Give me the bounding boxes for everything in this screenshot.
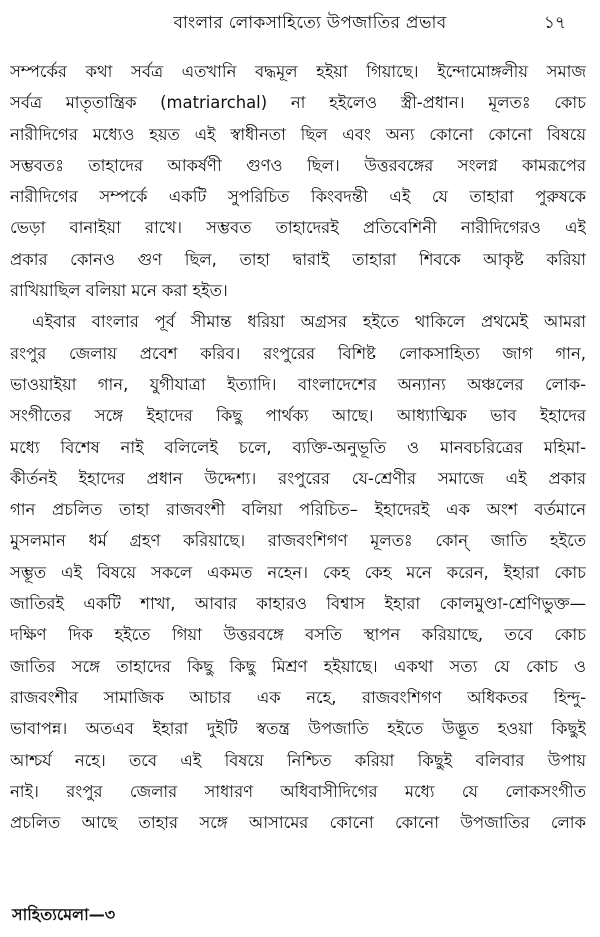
text-line: প্রকার কোনও গুণ ছিল, তাহা দ্বারাই তাহারা শিবকে আকৃষ্ট করিয়া xyxy=(10,249,586,269)
text-line: সম্ভূত এই বিষয়ে সকলে একমত নহেন। কেহ কেহ মনে করেন, ইহারা কোচ xyxy=(10,562,586,582)
paragraph-1 xyxy=(10,56,586,306)
text-line: রংপুর জেলায় প্রবেশ করিব। রংপুরের বিশিষ্ট লোকসাহিত্য জাগ গান, xyxy=(10,343,586,363)
footer-signature: সাহিত্যমেলা—৩ xyxy=(12,905,116,924)
text-line: গান প্রচলিত তাহা রাজবংশী বলিয়া পরিচিত– ইহাদেরই এক অংশ বর্তমানে xyxy=(10,500,586,520)
text-line: জাতির সঙ্গে তাহাদের কিছু কিছু মিশ্রণ হইয়াছে। একথা সত্য যে কোচ ও xyxy=(10,656,586,676)
text-line: ভাওয়াইয়া গান, যুগীযাত্রা ইত্যাদি। বাংলাদেশের অন্যান্য অঞ্চলের লোক- xyxy=(10,374,586,394)
text-line: সর্বত্র মাতৃতান্ত্রিক (matriarchal) না হইলেও স্ত্রী-প্রধান। মূলতঃ কোচ xyxy=(10,93,586,113)
text-line: এইবার বাংলার পূর্ব সীমান্ত ধরিয়া অগ্রসর হইতে থাকিলে প্রথমেই আমরা xyxy=(32,312,586,332)
paragraph-2 xyxy=(10,306,586,838)
page-number: ১৭ xyxy=(543,13,566,33)
text-line: মধ্যে বিশেষ নাই বলিলেই চলে, ব্যক্তি-অনুভূতি ও মানবচরিত্রের মহিমা- xyxy=(10,437,586,457)
text-line: রাজবংশীর সামাজিক আচার এক নহে, রাজবংশিগণ অধিকতর হিন্দু- xyxy=(10,687,586,707)
text-line: সম্পর্কের কথা সর্বত্র এতখানি বদ্ধমূল হইয়া গিয়াছে। ইন্দোমোঙ্গলীয় সমাজ xyxy=(10,62,586,81)
body-text xyxy=(10,56,586,838)
text-line: সম্ভবতঃ তাহাদের আকর্ষণী গুণও ছিল। উত্তরবঙ্গের সংলগ্ন কামরূপের xyxy=(10,155,586,175)
text-line: প্রচলিত আছে তাহার সঙ্গে আসামের কোনো কোনো উপজাতির লোক xyxy=(10,813,586,833)
text-line: সংগীতের সঙ্গে ইহাদের কিছু পার্থক্য আছে। আধ্যাত্মিক ভাব ইহাদের xyxy=(10,406,586,426)
text-line: দক্ষিণ দিক হইতে গিয়া উত্তরবঙ্গে বসতি স্থাপন করিয়াছে, তবে কোচ xyxy=(10,625,586,645)
text-line: নারীদিগের মধ্যেও হয়ত এই স্বাধীনতা ছিল এবং অন্য কোনো কোনো বিষয়ে xyxy=(10,124,586,144)
text-line: ভাবাপন্ন। অতএব ইহারা দুইটি স্বতন্ত্র উপজাতি হইতে উদ্ভূত হওয়া কিছুই xyxy=(10,719,586,739)
text-line: জাতিরই একটি শাখা, আবার কাহারও বিশ্বাস ইহারা কোলমুণ্ডা-শ্রেণিভুক্ত— xyxy=(10,594,586,614)
text-line: নাই। রংপুর জেলার সাধারণ অধিবাসীদিগের মধ্যে যে লোকসংগীত xyxy=(10,781,586,801)
text-line: মুসলমান ধর্ম গ্রহণ করিয়াছে। রাজবংশিগণ মূলতঃ কোন্ জাতি হইতে xyxy=(10,531,586,551)
text-line: আশ্চর্য নহে। তবে এই বিষয়ে নিশ্চিত করিয়া কিছুই বলিবার উপায় xyxy=(10,750,586,770)
text-line: নারীদিগের সম্পর্কে একটি সুপরিচিত কিংবদন্তী এই যে তাহারা পুরুষকে xyxy=(10,187,586,207)
running-title: বাংলার লোকসাহিত্যে উপজাতির প্রভাব xyxy=(173,13,447,33)
text-line: রাখিয়াছিল বলিয়া মনে করা হইত। xyxy=(10,281,228,301)
running-head xyxy=(0,6,600,40)
text-line: ভেড়া বানাইয়া রাখে। সম্ভবত তাহাদেরই প্রতিবেশিনী নারীদিগেরও এই xyxy=(10,218,586,238)
text-line: কীর্তনই ইহাদের প্রধান উদ্দেশ্য। রংপুরের যে-শ্রেণীর সমাজে এই প্রকার xyxy=(10,468,586,488)
